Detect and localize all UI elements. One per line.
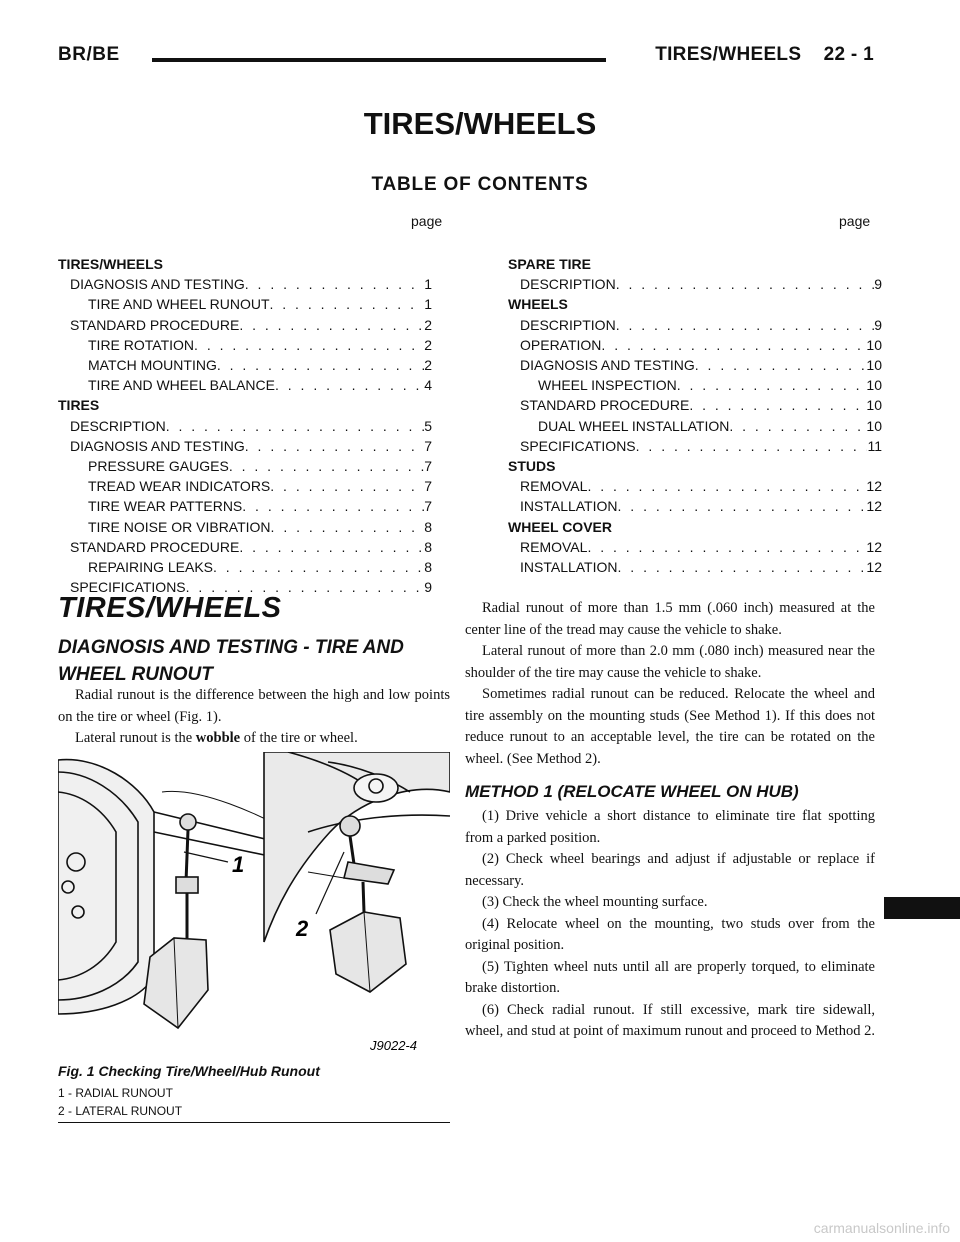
toc-leader-dots [239, 537, 424, 557]
toc-page-number: 4 [424, 377, 432, 394]
paragraph: Radial runout of more than 1.5 mm (.060 inch) measured at the center line of the tread may cause the vehicle to shake. [465, 600, 875, 638]
toc-page-number: 9 [874, 276, 882, 293]
toc-entry [58, 436, 432, 456]
toc-leader-dots [616, 274, 875, 294]
toc-entry [58, 375, 432, 395]
toc-entry [508, 355, 882, 375]
toc-leader-dots [229, 456, 424, 476]
header-section-page: TIRES/WHEELS 22 - 1 [655, 44, 874, 65]
toc-entry [58, 517, 432, 537]
toc-leader-dots [242, 496, 424, 516]
step: (4) Relocate wheel on the mounting, two studs over from the original position. [465, 915, 875, 953]
paragraph: Radial runout is the difference between the high and low points on the tire or wheel (Fig. 1). [58, 687, 450, 725]
toc-entry [508, 395, 882, 415]
toc-entry [508, 496, 882, 516]
toc-page-number: 10 [866, 336, 882, 353]
toc-entry-text: DIAGNOSIS AND TESTING [520, 357, 695, 374]
section-title: TIRES/WHEELS [58, 592, 282, 624]
toc-entry [508, 557, 882, 577]
toc-entry [58, 294, 432, 314]
toc-entry-text: STANDARD PROCEDURE [70, 316, 240, 333]
toc-leader-dots [270, 294, 425, 314]
step: (2) Check wheel bearings and adjust if adjustable or replace if necessary. [465, 851, 875, 889]
runout-figure [58, 752, 450, 1058]
callout-2: 2 [296, 916, 309, 941]
toc-entry [508, 476, 882, 496]
figure-caption: Fig. 1 Checking Tire/Wheel/Hub Runout [58, 1063, 320, 1079]
toc-page-number: 5 [424, 417, 432, 434]
toc-page-number: 10 [866, 357, 882, 374]
left-column-text [58, 685, 450, 750]
toc-page-number: 8 [424, 559, 432, 576]
toc-group-heading: TIRES/WHEELS [58, 256, 164, 272]
toc-entry-text: REMOVAL [520, 478, 588, 495]
toc-entry-text: DESCRIPTION [70, 417, 166, 434]
toc-entry [508, 537, 882, 557]
toc-page-label-left: page [411, 213, 443, 229]
toc-page-number: 1 [424, 296, 432, 313]
method-heading: METHOD 1 (RELOCATE WHEEL ON HUB) [465, 782, 799, 801]
toc-leader-dots [213, 557, 424, 577]
toc-entry-text: PRESSURE GAUGES [88, 458, 229, 475]
toc-entry-text: DUAL WHEEL INSTALLATION [538, 417, 730, 434]
toc-entry-text: DIAGNOSIS AND TESTING [70, 276, 245, 293]
toc-page-number: 9 [874, 316, 882, 333]
figure-rule [58, 1122, 450, 1123]
toc-leader-dots [194, 335, 424, 355]
toc-entry [58, 496, 432, 516]
toc-entry [508, 274, 882, 294]
toc-page-number: 12 [866, 559, 882, 576]
toc-entry [508, 335, 882, 355]
toc-entry-text: REPAIRING LEAKS [88, 559, 214, 576]
running-header [58, 44, 874, 72]
toc-leader-dots [618, 557, 867, 577]
document-title: TIRES/WHEELS [363, 106, 597, 141]
toc-entry-text: MATCH MOUNTING [88, 357, 217, 374]
text-run: of the tire or wheel. [240, 730, 358, 746]
toc-entry-text: OPERATION [520, 336, 602, 353]
step: (6) Check radial runout. If still excessive, mark tire sidewall, wheel, and stud at point of maximum runout and proceed to Method 2. [465, 1001, 875, 1039]
toc-page-number: 10 [866, 417, 882, 434]
bold-term: wobble [195, 730, 241, 746]
toc-leader-dots [587, 537, 866, 557]
toc-entry [58, 355, 432, 375]
toc-entry-text: TIRE AND WHEEL BALANCE [88, 377, 275, 394]
toc-page-number: 10 [866, 377, 882, 394]
toc-entry-text: SPECIFICATIONS [520, 437, 636, 454]
toc-group-heading: SPARE TIRE [508, 256, 591, 272]
toc-entry-text: TIRE AND WHEEL RUNOUT [88, 296, 270, 313]
paragraph: Sometimes radial runout can be reduced. Relocate the wheel and tire assembly on the mounting studs (See Method 1). If this does not reduce runout to an acceptable level, the tire can be rotated on the wheel. (See Method 2). [465, 686, 875, 767]
toc-leader-dots [729, 416, 866, 436]
right-column-text [465, 598, 875, 1043]
toc-page-label-right: page [839, 213, 871, 229]
toc-leader-dots [239, 315, 424, 335]
footer-watermark: carmanualsonline.info [813, 1220, 950, 1236]
toc-page-number: 12 [866, 478, 882, 495]
toc-page-number: 9 [424, 579, 432, 596]
toc-page-number: 7 [424, 498, 432, 515]
toc-page-number: 1 [424, 276, 432, 293]
toc-entry [58, 557, 432, 577]
step: (5) Tighten wheel nuts until all are properly torqued, to eliminate brake distortion. [465, 958, 875, 996]
toc-leader-dots [275, 375, 424, 395]
toc-leader-dots [689, 395, 866, 415]
figure-legend-item: 1 - RADIAL RUNOUT [58, 1086, 173, 1100]
toc-entry [58, 335, 432, 355]
toc-entry-text: WHEEL INSPECTION [538, 377, 677, 394]
toc-group-heading: WHEELS [508, 296, 568, 313]
toc-group-heading: WHEEL COVER [508, 518, 612, 535]
toc-entry [58, 416, 432, 436]
toc-entry [58, 476, 432, 496]
step: (3) Check the wheel mounting surface. [482, 894, 708, 910]
toc-leader-dots [695, 355, 867, 375]
toc-page-number: 12 [866, 538, 882, 555]
toc-page-number: 2 [424, 336, 432, 353]
toc-entry [58, 274, 432, 294]
toc-entry-text: DIAGNOSIS AND TESTING [70, 437, 245, 454]
toc-entry [508, 315, 882, 335]
toc-column-right [508, 254, 882, 577]
toc-entry [508, 416, 882, 436]
toc-entry-text: DESCRIPTION [520, 316, 616, 333]
toc-entry [508, 436, 882, 456]
toc-page-number: 7 [424, 437, 432, 454]
text-run: Lateral runout is the [75, 730, 196, 746]
toc-entry-text: TIRE ROTATION [88, 336, 195, 353]
toc-entry-text: STANDARD PROCEDURE [520, 397, 690, 414]
toc-entry-text: STANDARD PROCEDURE [70, 538, 240, 555]
toc-leader-dots [601, 335, 866, 355]
paragraph: Lateral runout of more than 2.0 mm (.080 inch) measured near the shoulder of the tire may cause the vehicle to shake. [465, 643, 875, 681]
toc-entry-text: DESCRIPTION [520, 276, 616, 293]
toc-entry [58, 456, 432, 476]
toc-page-number: 8 [424, 518, 432, 535]
toc-leader-dots [616, 315, 875, 335]
toc-page-number: 2 [424, 357, 432, 374]
toc-leader-dots [270, 476, 424, 496]
toc-entry-text: TIRE WEAR PATTERNS [88, 498, 243, 515]
step: (1) Drive vehicle a short distance to eliminate tire flat spotting from a parked position. [465, 808, 875, 846]
paragraph [58, 728, 450, 750]
toc-page-number: 10 [866, 397, 882, 414]
toc-leader-dots [618, 496, 867, 516]
toc-page-number: 7 [424, 458, 432, 475]
toc-entry-text: TIRE NOISE OR VIBRATION [88, 518, 271, 535]
toc-page-number: 12 [866, 498, 882, 515]
figure-id: J9022-4 [370, 1038, 417, 1053]
toc-leader-dots [587, 476, 866, 496]
toc-page-number: 2 [424, 316, 432, 333]
toc-leader-dots [245, 274, 424, 294]
toc-entry [508, 375, 882, 395]
toc-leader-dots [636, 436, 868, 456]
toc-page-number: 8 [424, 538, 432, 555]
toc-entry-text: SPECIFICATIONS [70, 579, 186, 596]
toc-entry-text: INSTALLATION [520, 498, 618, 515]
toc-page-number: 7 [424, 478, 432, 495]
toc-group-heading: TIRES [58, 397, 100, 414]
figure-legend-item: 2 - LATERAL RUNOUT [58, 1104, 183, 1118]
toc-entry-text: INSTALLATION [520, 559, 618, 576]
toc-page-number: 11 [867, 437, 882, 454]
right-wheel-illustration [264, 752, 450, 992]
callout-1: 1 [232, 852, 245, 877]
toc-leader-dots [245, 436, 424, 456]
toc-group-heading: STUDS [508, 458, 556, 475]
chapter-edge-tab [884, 897, 960, 919]
toc-leader-dots [271, 517, 425, 537]
toc-heading: TABLE OF CONTENTS [371, 174, 589, 195]
toc-leader-dots [166, 416, 425, 436]
section-subtitle: DIAGNOSIS AND TESTING - TIRE AND WHEEL RUNOUT [58, 637, 404, 685]
toc-entry-text: TREAD WEAR INDICATORS [88, 478, 271, 495]
toc-leader-dots [677, 375, 867, 395]
header-rule [152, 58, 606, 62]
toc-entry [58, 537, 432, 557]
toc-leader-dots [217, 355, 424, 375]
header-model: BR/BE [58, 44, 120, 65]
toc-column-left [58, 254, 432, 597]
toc-entry [58, 315, 432, 335]
toc-entry-text: REMOVAL [520, 538, 588, 555]
